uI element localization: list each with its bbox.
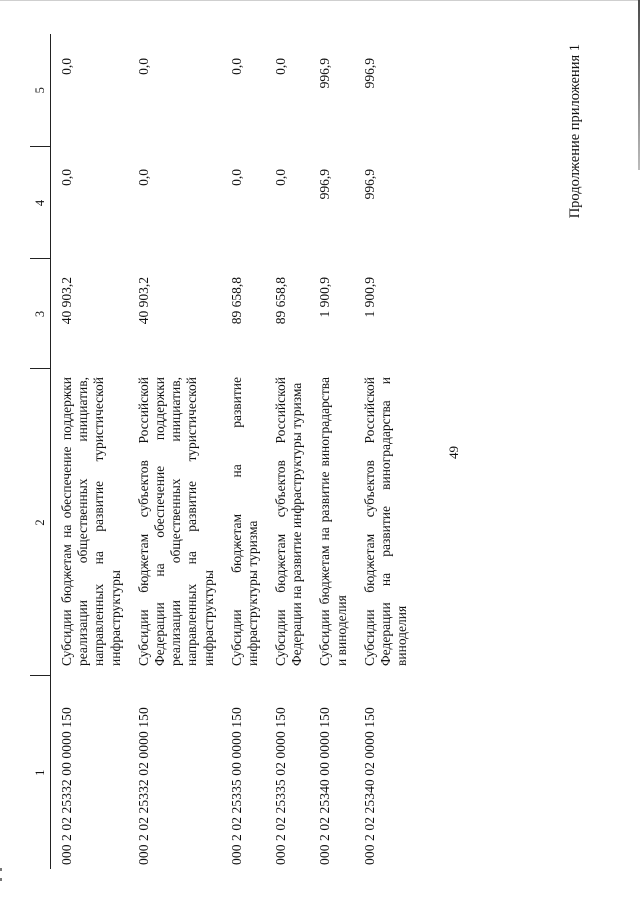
amount-cell: 996,9 [361, 169, 377, 200]
table-row [51, 34, 128, 869]
table-row [309, 34, 353, 869]
table-row [128, 34, 221, 869]
description-cell: Субсидии бюджетам на обеспечение поддержки реализации общественных инициатив, направленных на развитие туристической инфраструктуры [59, 377, 123, 666]
description-cell: Субсидии бюджетам субъектов Российской Федерации на развитие инфраструктуры туризма [273, 377, 305, 666]
amount-cell: 0,0 [228, 58, 244, 75]
amount-cell: 0,0 [135, 169, 151, 186]
amount-cell: 0,0 [273, 58, 289, 75]
description-cell: Субсидии бюджетам на развитие виноградарства и виноделия [317, 377, 349, 666]
budget-code-cell: 000 2 02 25335 02 0000 150 [273, 707, 289, 865]
column-header: 1 [30, 676, 51, 869]
budget-code-cell: 000 2 02 25332 00 0000 150 [59, 707, 74, 865]
table-header-row [30, 34, 51, 869]
page-number: 49 [446, 446, 461, 459]
amount-cell: 0,0 [59, 58, 74, 75]
column-header: 2 [30, 369, 51, 676]
column-header: 4 [30, 147, 51, 259]
amount-cell: 1 900,9 [361, 277, 377, 318]
amount-cell: 40 903,2 [59, 277, 74, 325]
amount-cell: 89 658,8 [228, 277, 244, 325]
column-header: 3 [30, 259, 51, 369]
column-header: 5 [30, 34, 51, 147]
budget-code-cell: 000 2 02 25340 00 0000 150 [317, 707, 333, 865]
description-cell: Субсидии бюджетам на развитие инфраструктуры туризма [228, 377, 260, 666]
table-row [265, 34, 309, 869]
amount-cell: 996,9 [361, 58, 377, 89]
amount-cell: 89 658,8 [273, 277, 289, 325]
table-row [354, 34, 415, 869]
description-cell: Субсидии бюджетам субъектов Российской Федерации на развитие виноградарства и виноделия [361, 377, 410, 666]
budget-code-cell: 000 2 02 25332 02 0000 150 [135, 707, 151, 865]
table-row [221, 34, 265, 869]
continuation-title: Продолжение приложения 1 [567, 44, 583, 219]
budget-code-cell: 000 2 02 25335 00 0000 150 [228, 707, 244, 865]
amount-cell: 0,0 [228, 169, 244, 186]
amount-cell: 0,0 [273, 169, 289, 186]
amount-cell: 996,9 [317, 58, 333, 89]
amount-cell: 0,0 [135, 58, 151, 75]
amount-cell: 40 903,2 [135, 277, 151, 325]
appendix-table [30, 34, 414, 869]
amount-cell: 0,0 [59, 169, 74, 186]
amount-cell: 1 900,9 [317, 277, 333, 318]
description-cell: Субсидии бюджетам субъектов Российской Федерации на обеспечение поддержки реализации общественных инициатив, направленных на развитие туристической инфраструктуры [135, 377, 216, 666]
amount-cell: 996,9 [317, 169, 333, 200]
budget-code-cell: 000 2 02 25340 02 0000 150 [361, 707, 377, 865]
